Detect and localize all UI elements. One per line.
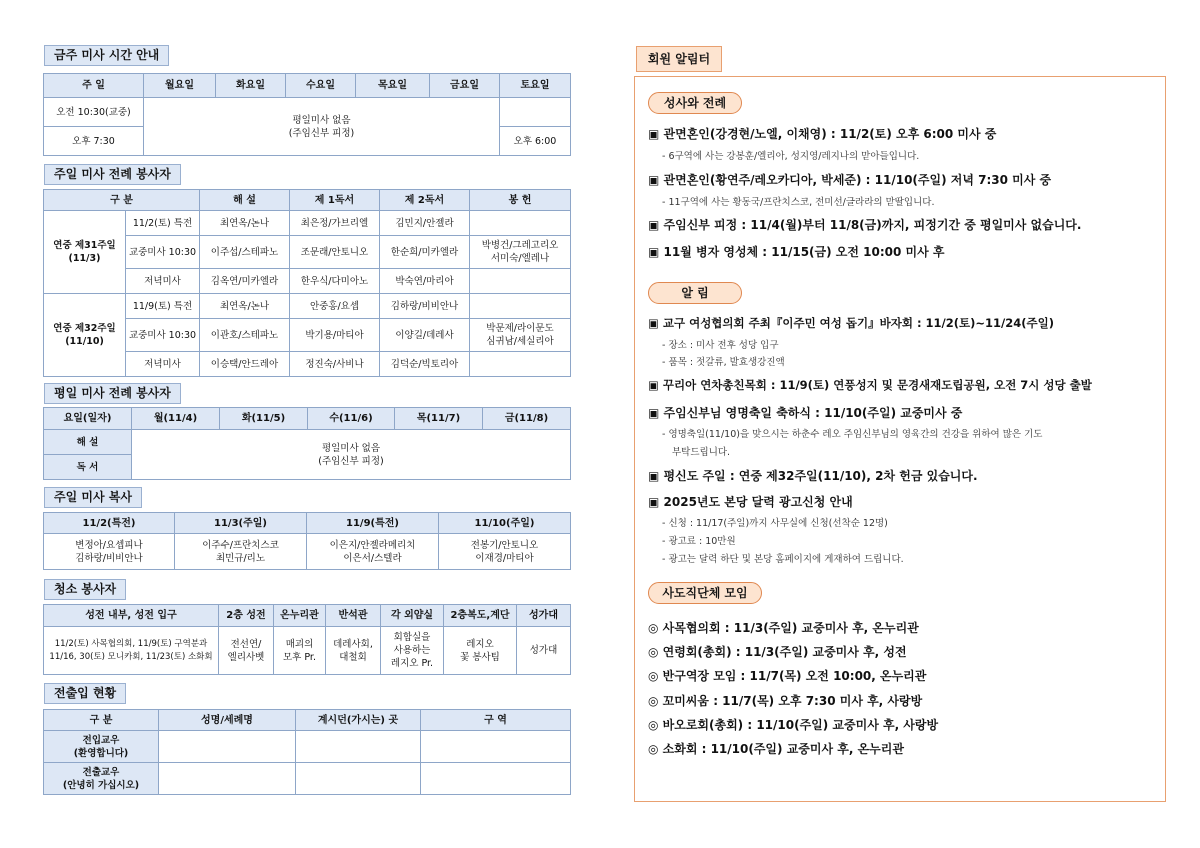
cell: 김민지/안젤라 — [380, 211, 470, 236]
notice-sub: - 11구역에 사는 황동국/프란치스코, 전미선/글라라의 맏딸입니다. — [662, 197, 935, 208]
cleaning-cell: 성가대 — [517, 627, 571, 675]
row-mass: 11/2(토) 특전 — [126, 211, 200, 236]
notice-item: ▣ 평신도 주일 : 연중 제32주일(11/10), 2차 헌금 있습니다. — [648, 469, 978, 483]
meeting-item: ◎ 사목협의회 : 11/3(주일) 교중미사 후, 온누리관 — [648, 621, 919, 635]
header-place: 계시던(가시는) 곳 — [296, 710, 421, 731]
header-wed: 수(11/6) — [308, 408, 395, 430]
notice-sub: - 품목 : 젓갈류, 발효생강진액 — [662, 357, 785, 368]
header-area: 2층 성전 — [219, 605, 274, 627]
meeting-item: ◎ 연령회(총회) : 11/3(주일) 교중미사 후, 성전 — [648, 645, 907, 659]
cell: 김덕순/빅토리아 — [380, 352, 470, 377]
weekday-liturgy-title: 평일 미사 전례 봉사자 — [44, 383, 181, 404]
cell — [470, 294, 571, 319]
row-mass: 저녁미사 — [126, 269, 200, 294]
weekday-liturgy-note: 평일미사 없음 (주임신부 피정) — [132, 430, 571, 480]
cell: 최은정/가브리엘 — [290, 211, 380, 236]
transfer-out-label: 전출교우 (안녕히 가십시오) — [44, 763, 159, 795]
header-fri: 금(11/8) — [483, 408, 571, 430]
cell: 한우식/다미아노 — [290, 269, 380, 294]
header-commentary: 해 설 — [200, 190, 290, 211]
header-area: 2층복도,계단 — [444, 605, 517, 627]
offering-cell: 박문제/라이문도 심귀남/세실리아 — [470, 319, 571, 352]
notice-item: ▣ 꾸리아 연차총친목회 : 11/9(토) 연풍성지 및 문경새재도립공원, 오전 7시 성당 출발 — [648, 378, 1092, 392]
notice-title: 회원 알림터 — [636, 46, 722, 72]
notice-item: ▣ 관면혼인(강경현/노엘, 이채영) : 11/2(토) 오후 6:00 미사 중 — [648, 127, 997, 141]
cell: 이주섭/스테파노 — [200, 236, 290, 269]
meeting-item: ◎ 소화회 : 11/10(주일) 교중미사 후, 온누리관 — [648, 742, 904, 756]
transfer-in-label: 전입교우 (환영합니다) — [44, 731, 159, 763]
notice-item: ▣ 교구 여성협의회 주최『이주민 여성 돕기』바자회 : 11/2(토)~11/24(주일) — [648, 316, 1054, 330]
meeting-item: ◎ 바오로회(총회) : 11/10(주일) 교중미사 후, 사랑방 — [648, 718, 939, 732]
cell: 이양길/데레사 — [380, 319, 470, 352]
server-cell: 변정아/요셉피나 김하랑/비비안나 — [44, 534, 175, 570]
mass-times-title: 금주 미사 시간 안내 — [44, 45, 169, 66]
notice-sub: - 영명축일(11/10)을 맞으시는 하춘수 레오 주임신부님의 영육간의 건강을 위하여 많은 기도 — [662, 429, 1043, 440]
cell: 한순희/미카엘라 — [380, 236, 470, 269]
cell: 최연옥/논나 — [200, 294, 290, 319]
header-fri: 금요일 — [430, 74, 500, 98]
cleaning-cell: 데레사회, 대철회 — [326, 627, 381, 675]
notice-item: ▣ 주임신부님 영명축일 축하식 : 11/10(주일) 교중미사 중 — [648, 406, 963, 420]
announcements-section-pill: 알 림 — [648, 282, 742, 304]
header-thu: 목(11/7) — [395, 408, 483, 430]
cell: 최연옥/논나 — [200, 211, 290, 236]
mass-times-table — [43, 73, 571, 156]
servers-table — [43, 512, 571, 570]
row-commentary: 해 설 — [44, 430, 132, 455]
cell: 김옥연/미카엘라 — [200, 269, 290, 294]
server-cell: 전봉기/안토니오 이재경/마티아 — [439, 534, 571, 570]
header-date: 11/9(특전) — [307, 513, 439, 534]
row-mass: 교중미사 10:30 — [126, 319, 200, 352]
cleaning-cell: 전선연/ 엘리사벳 — [219, 627, 274, 675]
notice-sub: - 신청 : 11/17(주일)까지 사무실에 신청(선착순 12명) — [662, 518, 888, 529]
weekday-liturgy-table — [43, 407, 571, 480]
cleaning-cell: 회합실을 사용하는 레지오 Pr. — [381, 627, 444, 675]
header-wed: 수요일 — [286, 74, 356, 98]
transfer-table — [43, 709, 571, 795]
cleaning-cell: 11/2(토) 사목협의회, 11/9(토) 구역분과 11/16, 30(토) 모니카회, 11/23(토) 소화회 — [44, 627, 219, 675]
header-offering: 봉 헌 — [470, 190, 571, 211]
notice-item: ▣ 11월 병자 영성체 : 11/15(금) 오전 10:00 미사 후 — [648, 245, 945, 259]
header-area: 성전 내부, 성전 입구 — [44, 605, 219, 627]
groups-section-pill: 사도직단체 모임 — [648, 582, 762, 604]
cell: 이관호/스테파노 — [200, 319, 290, 352]
header-date: 11/3(주일) — [175, 513, 307, 534]
notice-item: ▣ 주임신부 피정 : 11/4(월)부터 11/8(금)까지, 피정기간 중 평일미사 없습니다. — [648, 218, 1082, 232]
cell: 정진숙/사비나 — [290, 352, 380, 377]
sunday-time-2: 오후 7:30 — [44, 127, 144, 156]
cell: 박기용/마티아 — [290, 319, 380, 352]
offering-cell: 박병건/그레고리오 서미숙/엘레나 — [470, 236, 571, 269]
server-cell: 이은지/안젤라메리치 이은서/스텔라 — [307, 534, 439, 570]
header-tue: 화(11/5) — [220, 408, 308, 430]
header-mon: 월요일 — [144, 74, 216, 98]
header-date: 11/2(특전) — [44, 513, 175, 534]
cell — [470, 211, 571, 236]
sunday-liturgy-table — [43, 189, 571, 377]
cleaning-cell: 레지오 꽃 봉사팀 — [444, 627, 517, 675]
header-area: 반석관 — [326, 605, 381, 627]
meeting-item: ◎ 반구역장 모임 : 11/7(목) 오전 10:00, 온누리관 — [648, 669, 927, 683]
cleaning-cell: 매괴의 모후 Pr. — [274, 627, 326, 675]
cell: 김하랑/비비안나 — [380, 294, 470, 319]
notice-sub: - 광고료 : 10만원 — [662, 536, 736, 547]
cell: 조문래/안토니오 — [290, 236, 380, 269]
cleaning-title: 청소 봉사자 — [44, 579, 126, 600]
sunday-time-1: 오전 10:30(교중) — [44, 98, 144, 127]
header-area: 성가대 — [517, 605, 571, 627]
cell — [470, 352, 571, 377]
sacraments-section-pill: 성사와 전례 — [648, 92, 742, 114]
row-mass: 11/9(토) 특전 — [126, 294, 200, 319]
row-reading: 독 서 — [44, 455, 132, 480]
header-sat: 토요일 — [500, 74, 571, 98]
notice-item: ▣ 관면혼인(황연주/레오카디아, 박세준) : 11/10(주일) 저녁 7:30 미사 중 — [648, 173, 1052, 187]
header-sunday: 주 일 — [44, 74, 144, 98]
header-mon: 월(11/4) — [132, 408, 220, 430]
notice-item: ▣ 2025년도 본당 달력 광고신청 안내 — [648, 495, 853, 509]
notice-sub: 부탁드립니다. — [672, 447, 731, 458]
header-tue: 화요일 — [216, 74, 286, 98]
weekday-note: 평일미사 없음 (주임신부 피정) — [144, 98, 500, 156]
servers-title: 주일 미사 복사 — [44, 487, 142, 508]
week2-label: 연중 제32주일 (11/10) — [44, 294, 126, 377]
header-area: 온누리관 — [274, 605, 326, 627]
header-division: 구 분 — [44, 710, 159, 731]
notice-sub: - 광고는 달력 하단 및 본당 홈페이지에 게재하여 드립니다. — [662, 554, 904, 565]
header-day: 요일(일자) — [44, 408, 132, 430]
transfer-title: 전출입 현황 — [44, 683, 126, 704]
header-name: 성명/세례명 — [159, 710, 296, 731]
header-division: 구 분 — [44, 190, 200, 211]
notice-sub: - 6구역에 사는 강봉훈/엘리아, 성지영/레지나의 맏아들입니다. — [662, 151, 920, 162]
cell: 이승택/안드레아 — [200, 352, 290, 377]
cell: 안중홍/요셉 — [290, 294, 380, 319]
header-district: 구 역 — [421, 710, 571, 731]
header-thu: 목요일 — [356, 74, 430, 98]
notice-sub: - 장소 : 미사 전후 성당 입구 — [662, 340, 779, 351]
row-mass: 교중미사 10:30 — [126, 236, 200, 269]
meeting-item: ◎ 꼬미씨움 : 11/7(목) 오후 7:30 미사 후, 사랑방 — [648, 694, 923, 708]
header-reading1: 제 1독서 — [290, 190, 380, 211]
header-reading2: 제 2독서 — [380, 190, 470, 211]
cell — [470, 269, 571, 294]
row-mass: 저녁미사 — [126, 352, 200, 377]
week1-label: 연중 제31주일 (11/3) — [44, 211, 126, 294]
header-area: 각 외얌실 — [381, 605, 444, 627]
server-cell: 이주수/프란치스코 최민규/리노 — [175, 534, 307, 570]
cell: 박숙연/마리아 — [380, 269, 470, 294]
sunday-liturgy-title: 주일 미사 전례 봉사자 — [44, 164, 181, 185]
header-date: 11/10(주일) — [439, 513, 571, 534]
saturday-time: 오후 6:00 — [500, 127, 571, 156]
cleaning-table — [43, 604, 571, 675]
